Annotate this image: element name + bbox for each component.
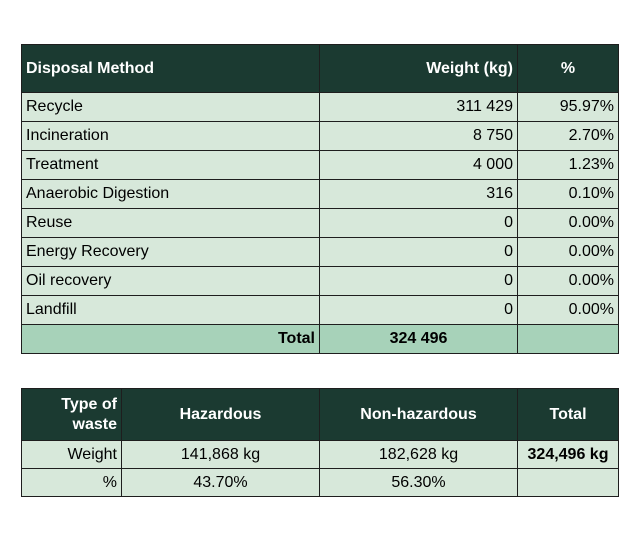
header-type-of-waste: Type of waste — [22, 389, 122, 441]
weight-cell: 8 750 — [320, 122, 518, 151]
total-percent-empty — [518, 325, 619, 354]
header-disposal-method: Disposal Method — [22, 45, 320, 93]
percent-cell: 0.00% — [518, 238, 619, 267]
weight-cell: 311 429 — [320, 93, 518, 122]
waste-type-table — [21, 388, 619, 497]
row-label: % — [22, 469, 122, 497]
total-weight: 324 496 — [320, 325, 518, 354]
percent-cell: 0.00% — [518, 209, 619, 238]
method-cell: Anaerobic Digestion — [22, 180, 320, 209]
hazardous-cell: 141,868 kg — [122, 441, 320, 469]
percent-cell: 95.97% — [518, 93, 619, 122]
weight-cell: 316 — [320, 180, 518, 209]
weight-cell: 4 000 — [320, 151, 518, 180]
total-cell — [518, 469, 619, 497]
weight-cell: 0 — [320, 209, 518, 238]
non-hazardous-cell: 56.30% — [320, 469, 518, 497]
table-row — [22, 93, 619, 122]
disposal-method-table — [21, 44, 619, 354]
header-hazardous: Hazardous — [122, 389, 320, 441]
table-row — [22, 238, 619, 267]
percent-cell: 0.00% — [518, 267, 619, 296]
percent-cell: 0.10% — [518, 180, 619, 209]
hazardous-cell: 43.70% — [122, 469, 320, 497]
header-total: Total — [518, 389, 619, 441]
header-non-hazardous: Non-hazardous — [320, 389, 518, 441]
method-cell: Treatment — [22, 151, 320, 180]
table-row — [22, 296, 619, 325]
method-cell: Energy Recovery — [22, 238, 320, 267]
method-cell: Reuse — [22, 209, 320, 238]
table-row — [22, 180, 619, 209]
method-cell: Oil recovery — [22, 267, 320, 296]
table-row — [22, 209, 619, 238]
total-row — [22, 325, 619, 354]
method-cell: Recycle — [22, 93, 320, 122]
weight-cell: 0 — [320, 267, 518, 296]
table-header-row — [22, 45, 619, 93]
table-row — [22, 267, 619, 296]
table-row — [22, 122, 619, 151]
total-label: Total — [22, 325, 320, 354]
total-cell: 324,496 kg — [518, 441, 619, 469]
weight-cell: 0 — [320, 238, 518, 267]
method-cell: Incineration — [22, 122, 320, 151]
percent-cell: 2.70% — [518, 122, 619, 151]
method-cell: Landfill — [22, 296, 320, 325]
row-label: Weight — [22, 441, 122, 469]
table-row — [22, 469, 619, 497]
percent-cell: 0.00% — [518, 296, 619, 325]
non-hazardous-cell: 182,628 kg — [320, 441, 518, 469]
header-percent: % — [518, 45, 619, 93]
table-row — [22, 441, 619, 469]
table-header-row — [22, 389, 619, 441]
percent-cell: 1.23% — [518, 151, 619, 180]
table-row — [22, 151, 619, 180]
header-weight: Weight (kg) — [320, 45, 518, 93]
weight-cell: 0 — [320, 296, 518, 325]
